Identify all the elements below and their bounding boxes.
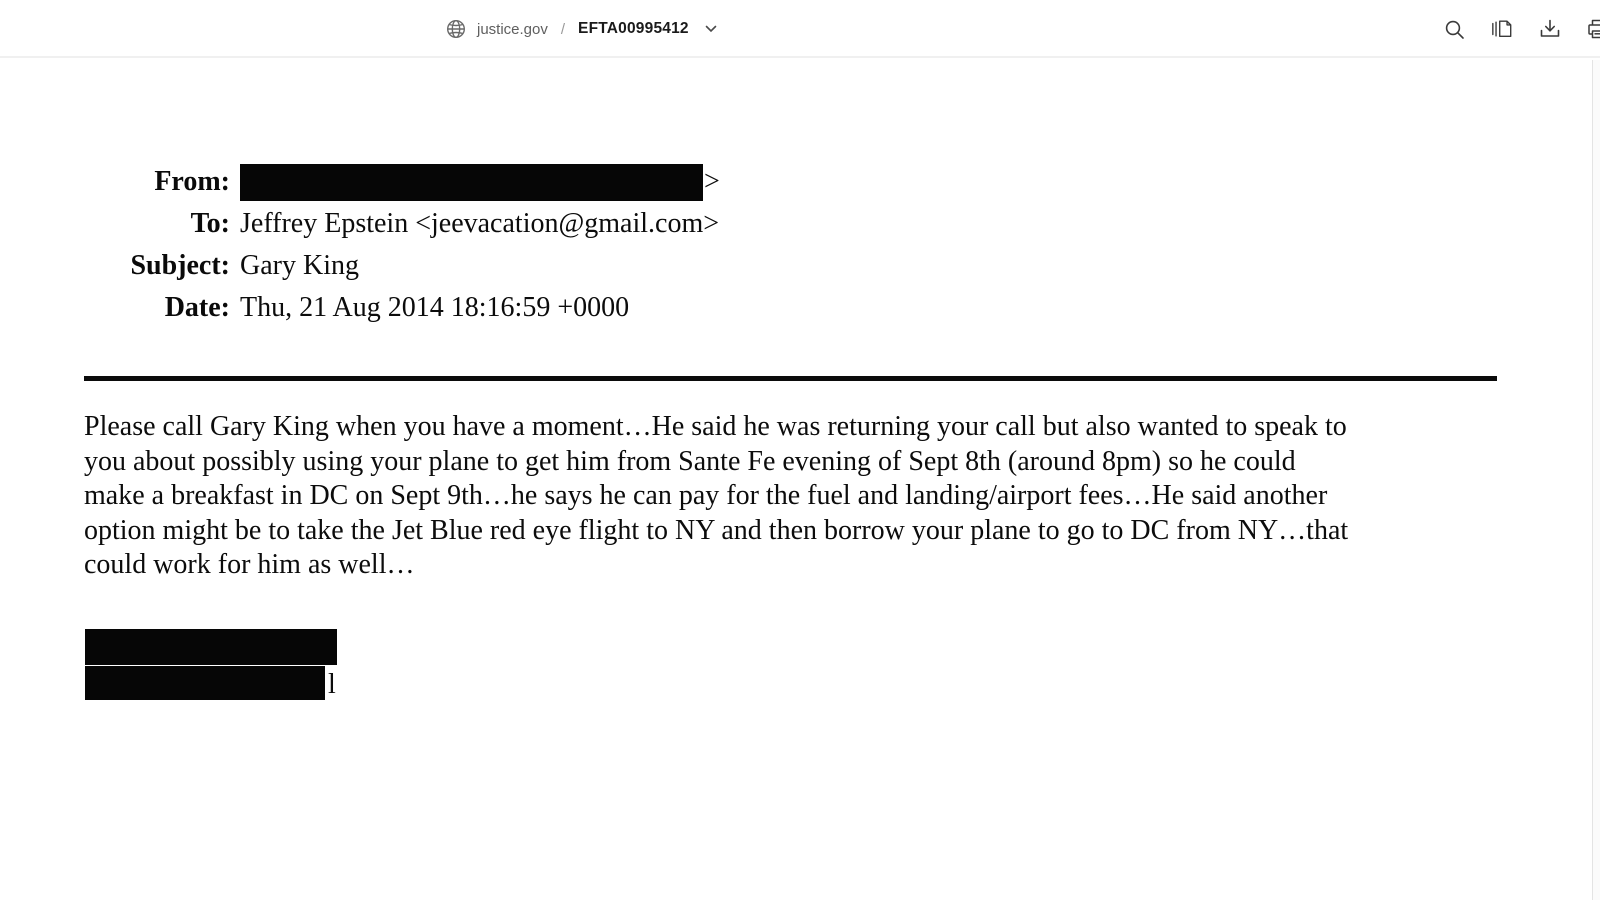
pages-icon[interactable] [1491,18,1513,40]
body-line: option might be to take the Jet Blue red eye flight to NY and then borrow your plane to go to DC from NY…that [84,514,1349,546]
body-line: Please call Gary King when you have a moment…He said he was returning your call but also wanted to speak to [84,411,1347,442]
print-icon[interactable] [1587,18,1600,40]
document-page [0,60,1600,900]
signature-block [85,629,337,700]
header-row-to [84,203,720,245]
body-line: could work for him as well… [84,549,415,581]
body-line: make a breakfast in DC on Sept 9th…he says he can pay for the fuel and landing/airport fees…He said another [84,480,1328,512]
redaction-bar [85,629,337,665]
from-value [240,164,720,201]
subject-value: Gary King [240,250,359,281]
date-value: Thu, 21 Aug 2014 18:16:59 +0000 [240,292,630,323]
page-edge [1592,60,1593,900]
viewer-toolbar [0,0,1600,58]
date-label: Date: [164,292,230,323]
globe-icon [446,19,466,39]
divider-rule [84,376,1497,381]
to-value: Jeffrey Epstein <jeevacation@gmail.com> [240,208,720,239]
chevron-down-icon[interactable] [705,25,717,33]
download-icon[interactable] [1539,18,1561,40]
email-body [84,410,1348,583]
body-line: you about possibly using your plane to get him from Sante Fe evening of Sept 8th (around 8pm) so he could [84,445,1296,477]
from-label: From: [154,166,230,197]
signature-row [85,666,337,700]
breadcrumb [446,0,717,58]
header-row-date [84,287,720,329]
to-label: To: [190,208,230,239]
breadcrumb-source[interactable]: justice.gov [477,20,548,38]
search-icon[interactable] [1443,18,1465,40]
from-suffix: > [704,166,720,197]
header-row-from [84,161,720,203]
subject-label: Subject: [130,250,230,281]
signature-suffix: l [328,669,336,700]
breadcrumb-separator: / [560,20,566,38]
page-gutter [1593,60,1600,900]
toolbar-actions [1443,0,1600,58]
email-header [84,161,720,329]
redaction-bar [240,164,703,201]
redaction-bar [85,666,325,700]
document-id[interactable]: EFTA00995412 [578,20,689,37]
header-row-subject [84,245,720,287]
